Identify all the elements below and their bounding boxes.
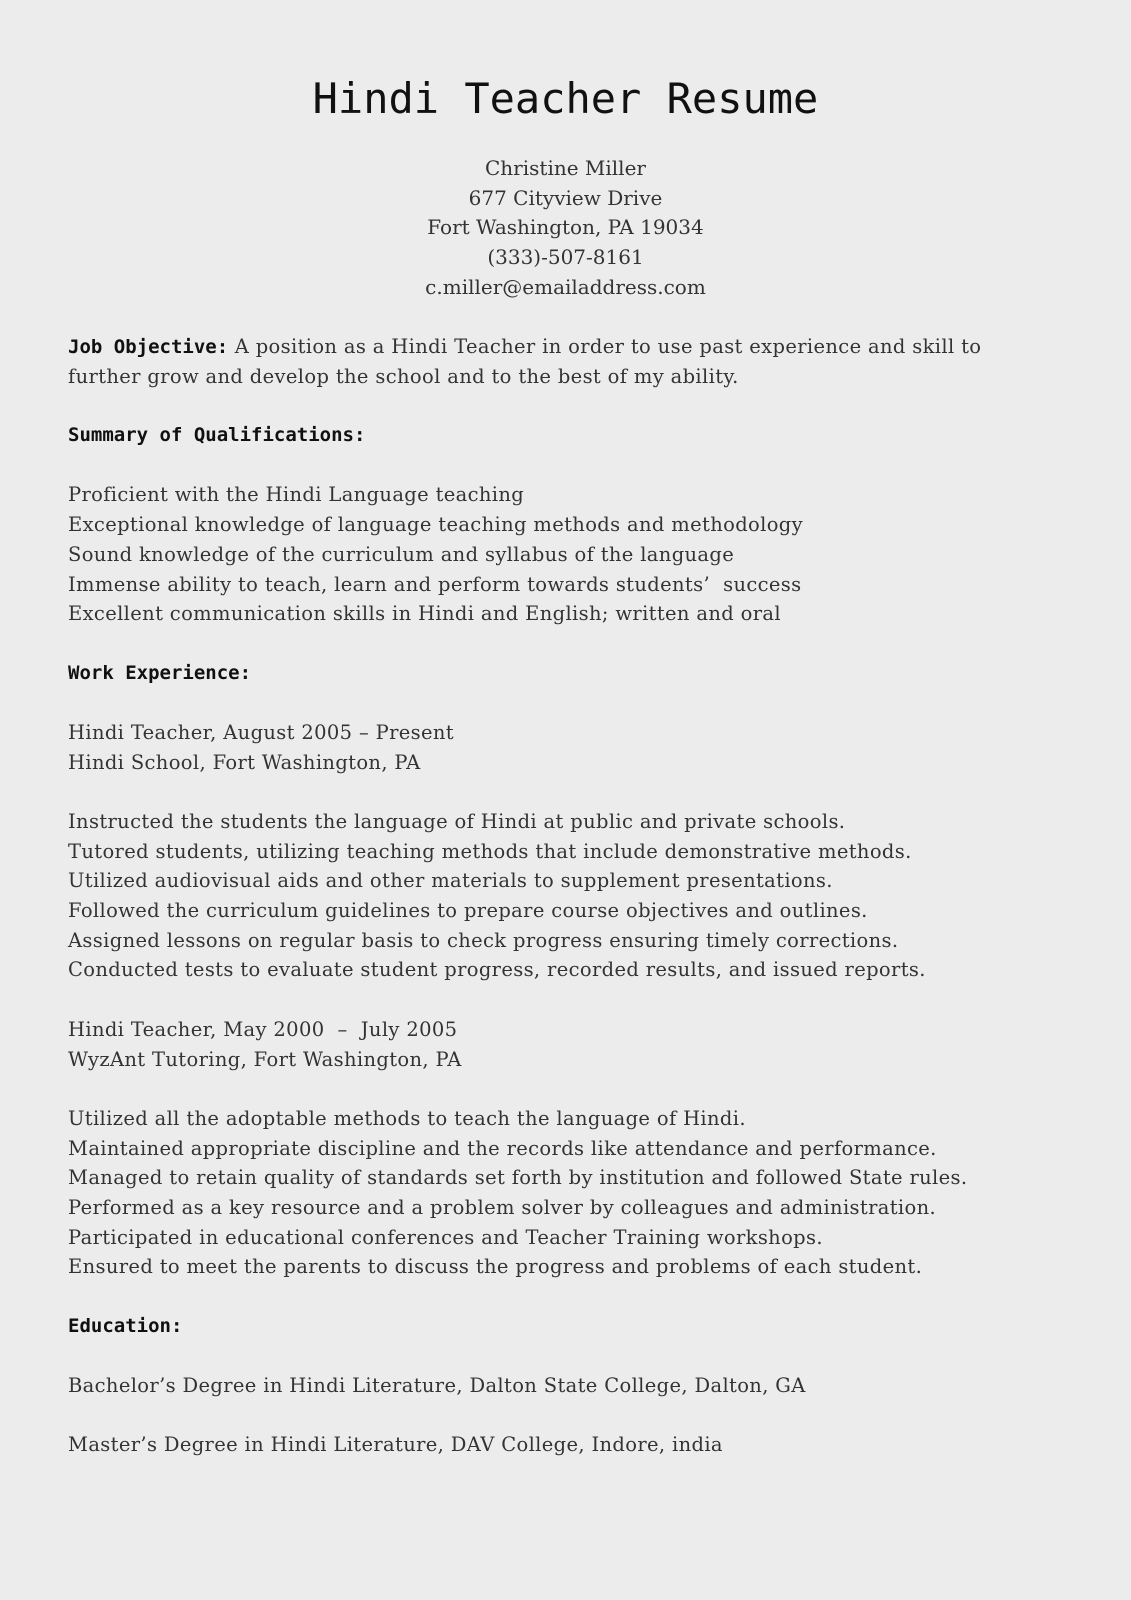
job-employer: Hindi School, Fort Washington, PA <box>68 750 421 774</box>
experience-heading: Work Experience: <box>68 661 252 684</box>
objective-line-2: further grow and develop the school and to the best of my ability. <box>68 364 739 388</box>
job-title: Hindi Teacher, August 2005 – Present <box>68 720 454 744</box>
resume-title: Hindi Teacher Resume <box>312 74 819 123</box>
contact-city: Fort Washington, PA 19034 <box>427 215 704 240</box>
job-duty: Conducted tests to evaluate student progress, recorded results, and issued reports. <box>68 958 926 982</box>
contact-block <box>0 154 1131 303</box>
job-duty: Assigned lessons on regular basis to check progress ensuring timely corrections. <box>68 928 899 952</box>
qualification-item: Immense ability to teach, learn and perform towards students’ success <box>68 572 802 596</box>
qualifications-heading: Summary of Qualifications: <box>68 424 366 447</box>
job-duty: Utilized all the adoptable methods to teach the language of Hindi. <box>68 1106 746 1130</box>
education-item: Bachelor’s Degree in Hindi Literature, Dalton State College, Dalton, GA <box>68 1374 806 1398</box>
job-duty: Performed as a key resource and a problem solver by colleagues and administration. <box>68 1195 937 1219</box>
education-item: Master’s Degree in Hindi Literature, DAV College, Indore, india <box>68 1433 723 1457</box>
resume-body <box>68 332 1118 1460</box>
qualification-item: Proficient with the Hindi Language teaching <box>68 483 525 507</box>
job-duty: Instructed the students the language of Hindi at public and private schools. <box>68 810 846 833</box>
job-employer: WyzAnt Tutoring, Fort Washington, PA <box>68 1047 462 1071</box>
contact-name: Christine Miller <box>485 156 646 180</box>
job-duty: Followed the curriculum guidelines to prepare course objectives and outlines. <box>68 899 868 923</box>
education-heading: Education: <box>68 1314 183 1337</box>
job-duty: Tutored students, utilizing teaching methods that include demonstrative methods. <box>68 839 912 863</box>
objective-line-1 <box>68 332 1118 362</box>
contact-email: c.miller@emailaddress.com <box>425 274 706 299</box>
objective-text-1: A position as a Hindi Teacher in order to use past experience and skill to <box>234 335 982 358</box>
job-duty: Ensured to meet the parents to discuss the progress and problems of each student. <box>68 1255 923 1279</box>
contact-street: 677 Cityview Drive <box>468 185 663 210</box>
job-duty: Utilized audiovisual aids and other materials to supplement presentations. <box>68 869 833 893</box>
qualification-item: Excellent communication skills in Hindi and English; written and oral <box>68 602 781 626</box>
job-duty: Managed to retain quality of standards set forth by institution and followed State rules. <box>68 1166 968 1190</box>
job-title: Hindi Teacher, May 2000 – July 2005 <box>68 1017 458 1041</box>
objective-label: Job Objective: <box>68 336 229 358</box>
job-duty: Participated in educational conferences and Teacher Training workshops. <box>68 1225 823 1249</box>
qualification-item: Sound knowledge of the curriculum and syllabus of the language <box>68 542 735 566</box>
qualification-item: Exceptional knowledge of language teaching methods and methodology <box>68 513 804 537</box>
contact-phone: (333)-507-8161 <box>487 245 644 270</box>
job-duty: Maintained appropriate discipline and the records like attendance and performance. <box>68 1136 937 1160</box>
